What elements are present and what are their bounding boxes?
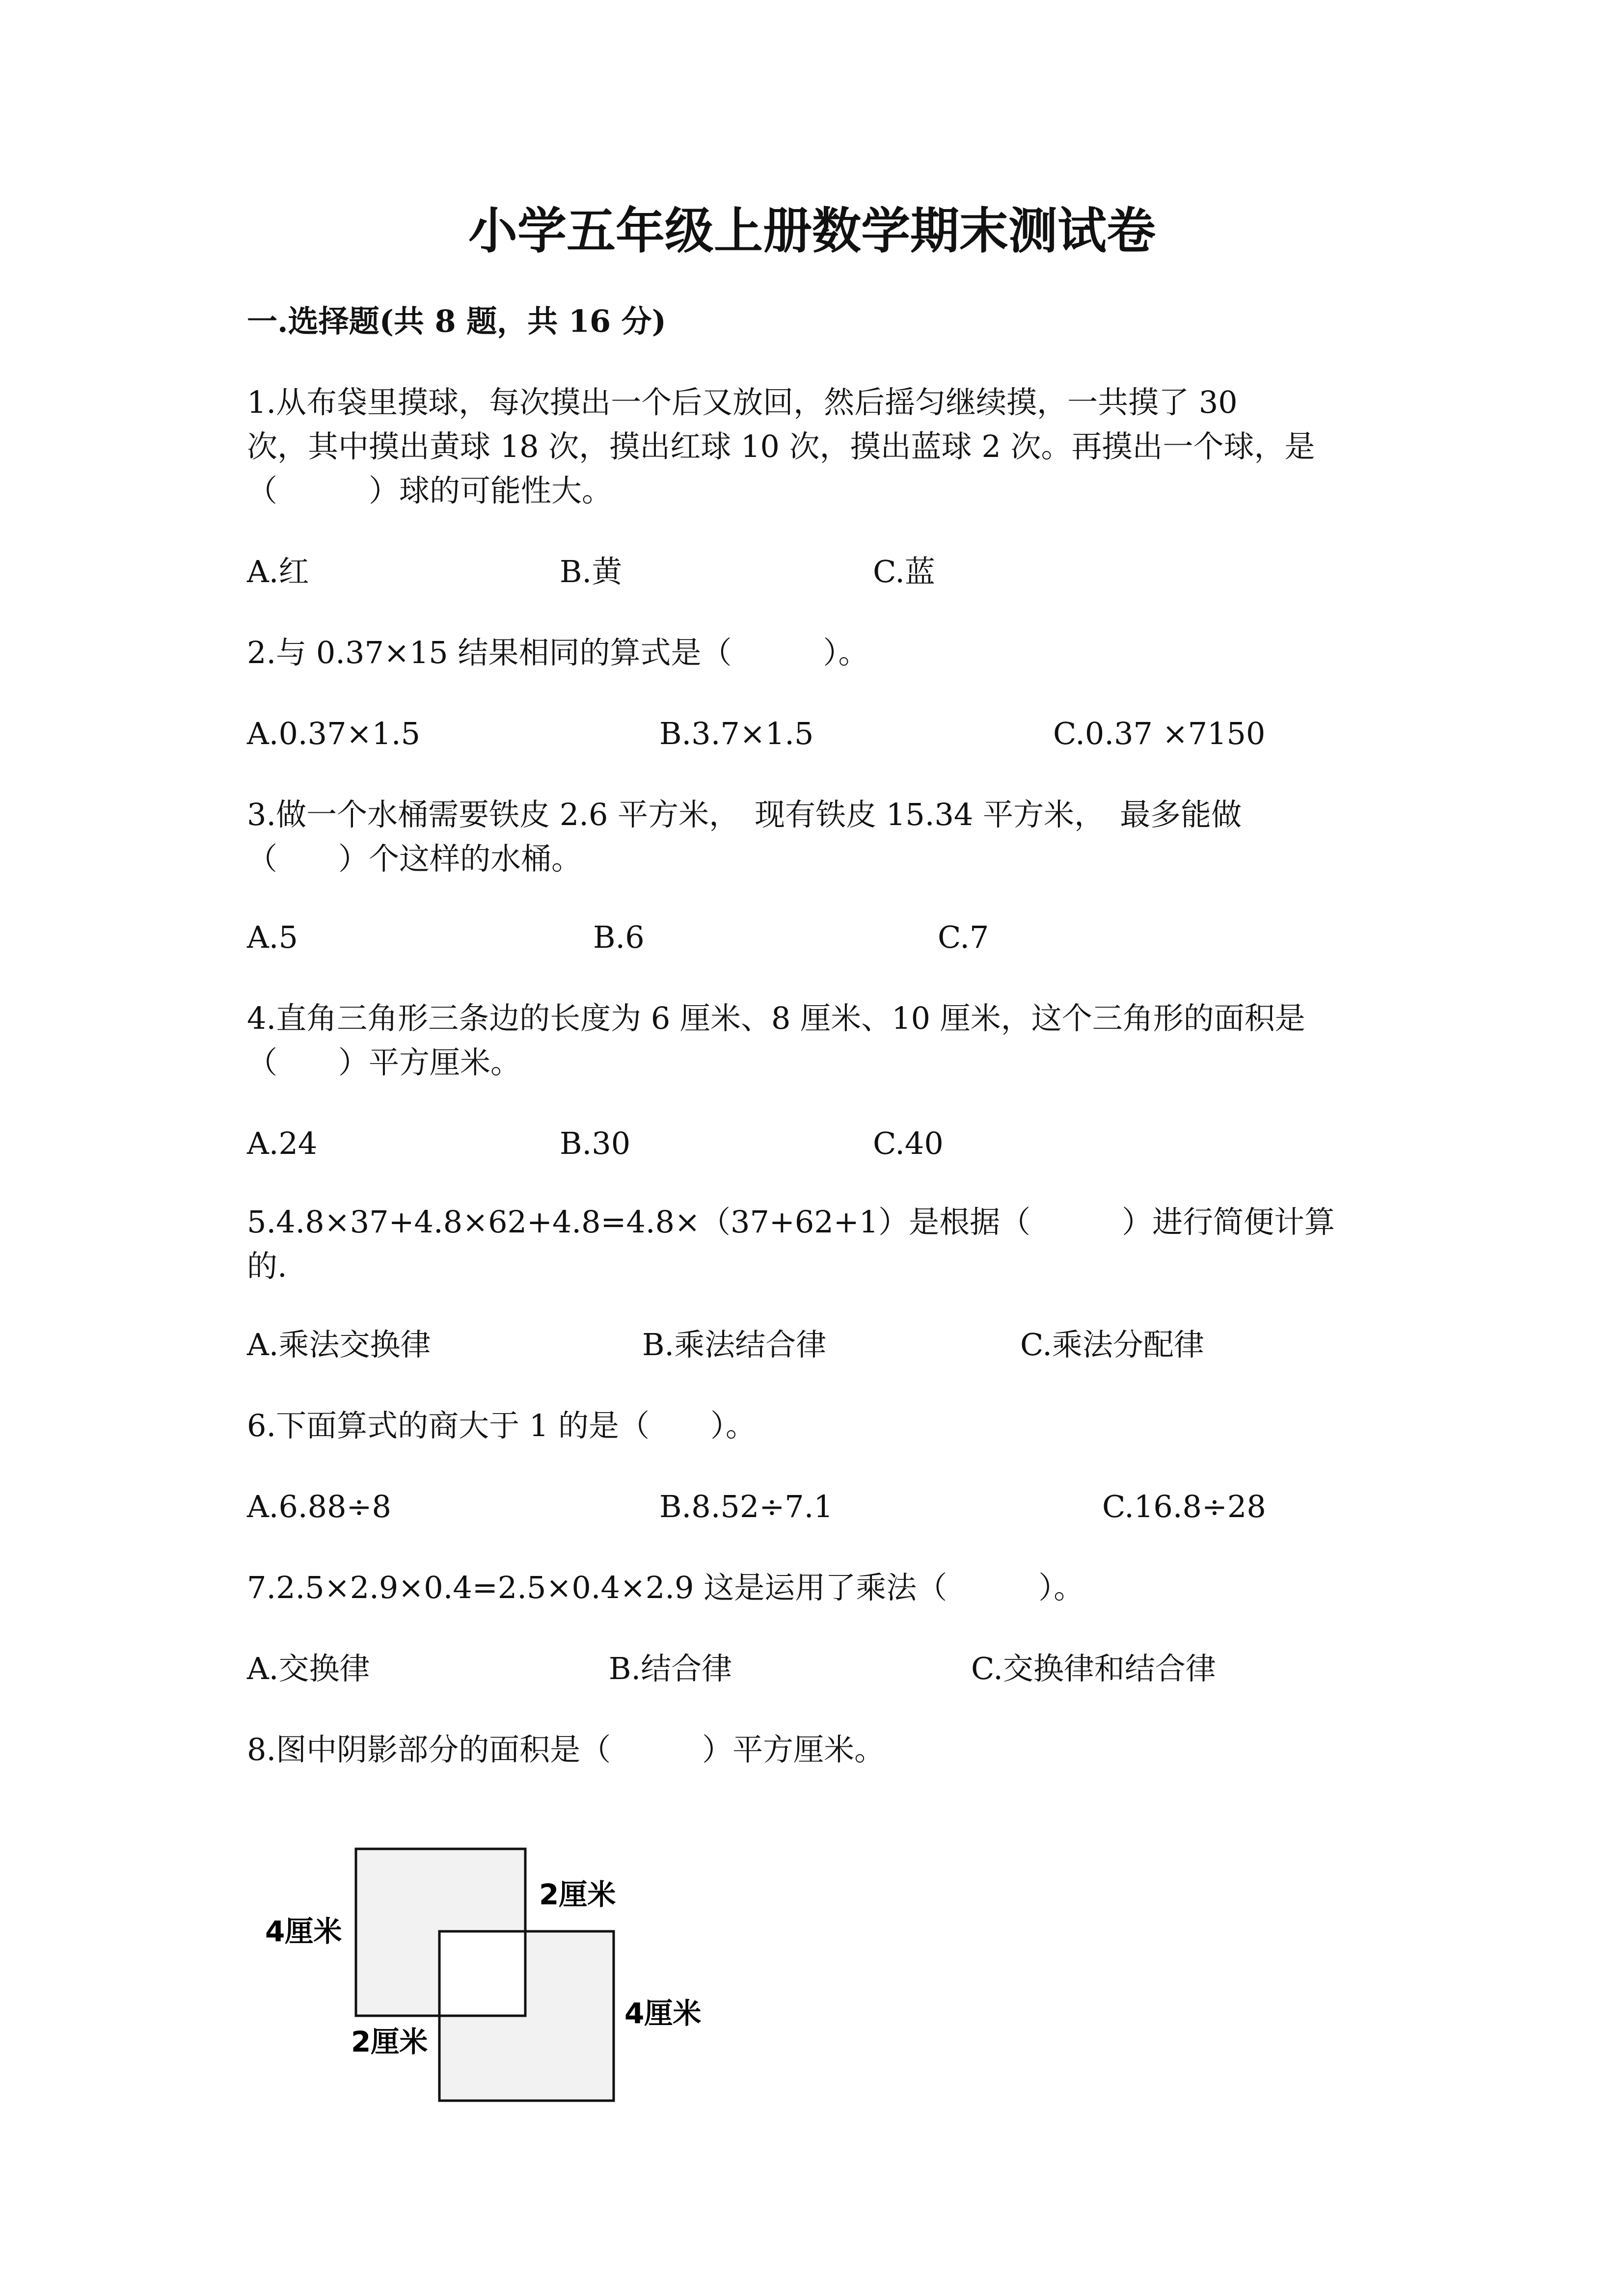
label-bottom-left: 2厘米 <box>351 2025 428 2058</box>
question-1-line-1: 1.从布袋里摸球，每次摸出一个后又放回，然后摇匀继续摸，一共摸了 30 <box>247 384 1238 420</box>
question-6-line-1: 6.下面算式的商大于 1 的是（ ）。 <box>247 1408 757 1443</box>
question-1-option-b[interactable]: B.黄 <box>560 554 623 589</box>
question-6-option-a[interactable]: A.6.88÷8 <box>247 1489 391 1524</box>
question-7-option-a[interactable]: A.交换律 <box>247 1651 370 1686</box>
question-5-line-2: 的. <box>247 1248 287 1284</box>
label-left: 4厘米 <box>265 1915 342 1948</box>
question-5-option-a[interactable]: A.乘法交换律 <box>247 1327 431 1362</box>
page-title: 小学五年级上册数学期末测试卷 <box>468 202 1156 260</box>
question-2-line-1: 2.与 0.37×15 结果相同的算式是（ ）。 <box>247 635 869 670</box>
question-3-line-2: （ ）个这样的水桶。 <box>247 841 582 877</box>
question-4-option-c[interactable]: C.40 <box>873 1125 944 1161</box>
question-2-option-a[interactable]: A.0.37×1.5 <box>247 716 421 751</box>
question-5-option-c[interactable]: C.乘法分配律 <box>1020 1327 1204 1362</box>
question-7-line-1: 7.2.5×2.9×0.4=2.5×0.4×2.9 这是运用了乘法（ ）。 <box>247 1570 1084 1605</box>
question-4-option-a[interactable]: A.24 <box>247 1125 318 1161</box>
question-7-option-c[interactable]: C.交换律和结合律 <box>971 1651 1216 1686</box>
question-4-line-1: 4.直角三角形三条边的长度为 6 厘米、8 厘米、10 厘米，这个三角形的面积是 <box>247 1000 1305 1036</box>
label-right: 4厘米 <box>624 1997 702 2030</box>
label-top-right: 2厘米 <box>539 1878 616 1911</box>
question-1-option-c[interactable]: C.蓝 <box>873 554 935 589</box>
overlap-white-square <box>439 1931 525 2016</box>
section-heading: 一.选择题(共 8 题，共 16 分) <box>247 303 667 339</box>
question-4-line-2: （ ）平方厘米。 <box>247 1044 521 1080</box>
question-7-option-b[interactable]: B.结合律 <box>609 1651 732 1686</box>
question-8-figure <box>260 1841 731 2115</box>
question-5-option-b[interactable]: B.乘法结合律 <box>642 1327 827 1362</box>
question-2-option-c[interactable]: C.0.37 ×7150 <box>1053 716 1266 751</box>
question-1-line-3: （ ）球的可能性大。 <box>247 473 613 508</box>
question-6-option-c[interactable]: C.16.8÷28 <box>1102 1489 1266 1524</box>
question-1-line-2: 次，其中摸出黄球 18 次，摸出红球 10 次，摸出蓝球 2 次。再摸出一个球，是 <box>247 428 1315 464</box>
question-8-line-1: 8.图中阴影部分的面积是（ ）平方厘米。 <box>247 1732 885 1767</box>
question-4-option-b[interactable]: B.30 <box>560 1125 631 1161</box>
question-3-option-b[interactable]: B.6 <box>593 919 645 955</box>
question-3-option-a[interactable]: A.5 <box>247 919 298 955</box>
question-1-option-a[interactable]: A.红 <box>247 554 309 589</box>
question-2-option-b[interactable]: B.3.7×1.5 <box>659 716 814 751</box>
question-3-line-1: 3.做一个水桶需要铁皮 2.6 平方米， 现有铁皮 15.34 平方米， 最多能做 <box>247 797 1242 832</box>
question-5-line-1: 5.4.8×37+4.8×62+4.8=4.8×（37+62+1）是根据（ ）进行简便计算 <box>247 1204 1335 1240</box>
question-3-option-c[interactable]: C.7 <box>938 919 989 955</box>
question-6-option-b[interactable]: B.8.52÷7.1 <box>659 1489 833 1524</box>
